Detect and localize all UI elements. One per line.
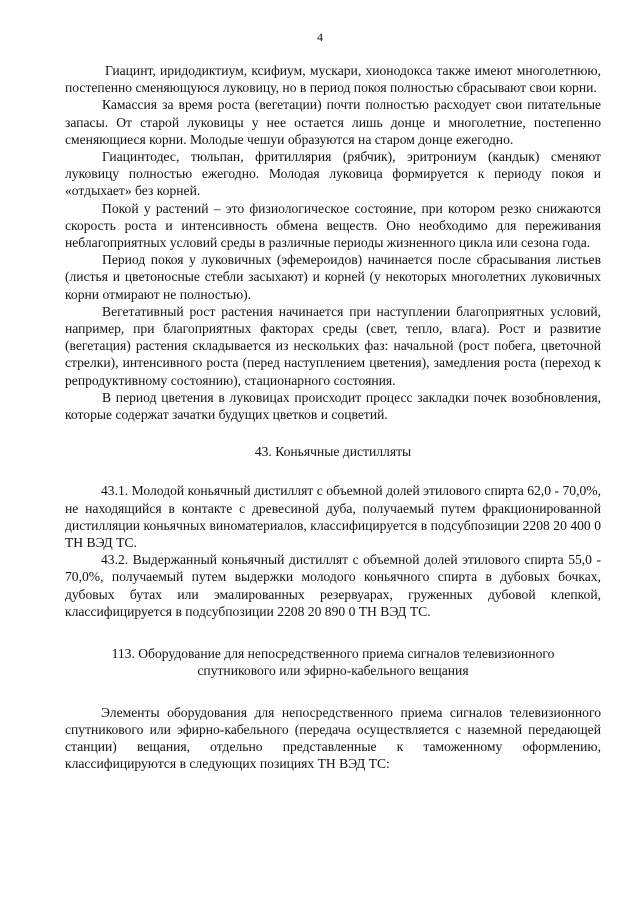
paragraph-dormancy-period: Период покоя у луковичных (эфемероидов) начинается после сбрасывания листьев (листья и цветоносные стебли засыхают) и корней (у некоторых многолетних луковичных корни отмирают не полностью). <box>65 252 601 302</box>
section-113-title-line2: спутникового или эфирно-кабельного вещания <box>197 663 469 679</box>
paragraph-camassia: Камассия за время роста (вегетации) почти полностью расходует свои питательные запасы. От старой луковицы у нее остается лишь донце и многолетние, постепенно сменяющиеся корни. Молодые чешуи образуются на старом донце ежегодно. <box>65 97 601 147</box>
section-113-title-line1: 113. Оборудование для непосредственного приема сигналов телевизионного <box>111 646 555 662</box>
paragraph-flowering: В период цветения в луковицах происходит процесс закладки почек возобновления, которые содержат зачатки будущих цветков и соцветий. <box>65 389 601 423</box>
section-113-title <box>65 645 601 679</box>
paragraph-43-2: 43.2. Выдержанный коньячный дистиллят с объемной долей этилового спирта 55,0 - 70,0%, получаемый путем выдержки молодого коньячного спирта в дубовых бочках, дубовых бутах или эмалированных резервуарах, груженных дубовой клепкой, классифицируется в подсубпозиции 2208 20 890 0 ТН ВЭД ТС. <box>65 552 601 619</box>
page-content <box>65 62 601 772</box>
paragraph-hyacinth: Гиацинт, иридодиктиум, ксифиум, мускари, хионодокса также имеют многолетнюю, постепенно сменяющуюся луковицу, но в период покоя полностью сбрасывают свои корни. <box>65 63 601 96</box>
paragraph-tulip: Гиацинтодес, тюльпан, фритиллярия (рябчик), эритрониум (кандык) сменяют луковицу полностью ежегодно. Молодая луковица формируется к периоду покоя и «отдыхает» без корней. <box>65 149 601 199</box>
intro-block <box>65 62 601 423</box>
section-43 <box>65 443 601 620</box>
paragraph-113: Элементы оборудования для непосредственного приема сигналов телевизионного спутникового или эфирно-кабельного (передача осуществляется с наземной передающей станции) вещания, отдельно представленные к таможенному оформлению, классифицируются в следующих позициях ТН ВЭД ТС: <box>65 704 601 772</box>
paragraph-43-1: 43.1. Молодой коньячный дистиллят с объемной долей этилового спирта 62,0 - 70,0%, не находящийся в контакте с древесиной дуба, получаемый путем фракционированной дистилляции коньячных виноматериалов, классифицируется в подсубпозиции 2208 20 400 0 ТН ВЭД ТС. <box>65 483 601 551</box>
section-113 <box>65 645 601 772</box>
paragraph-vegetative-growth: Вегетативный рост растения начинается при наступлении благоприятных условий, например, при благоприятных факторах среды (свет, тепло, влага). Рост и развитие (вегетация) растения складывается из нескольких фаз: начальной (рост побега, цветочной стрелки), интенсивного роста (перед наступлением цветения), замедления роста (переход к репродуктивному состоянию), стационарного состояния. <box>65 303 601 388</box>
paragraph-dormancy: Покой у растений – это физиологическое состояние, при котором резко снижаются скорость роста и интенсивность обмена веществ. Оно необходимо для переживания неблагоприятных условий среды в различные периоды жизненного цикла или сезона года. <box>65 200 601 251</box>
page-number: 4 <box>317 30 323 44</box>
section-43-title: 43. Коньячные дистилляты <box>254 444 412 460</box>
